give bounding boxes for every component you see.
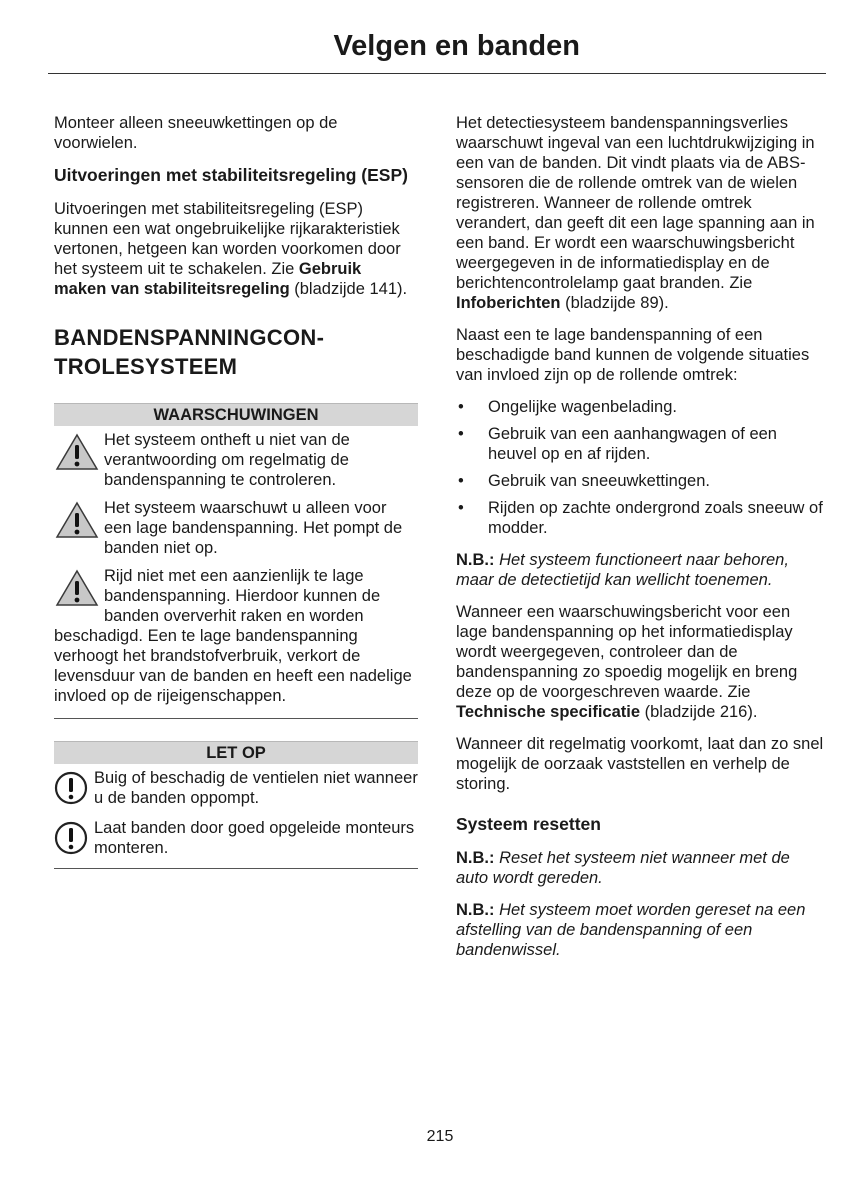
esp-text: Uitvoeringen met stabiliteitsregeling (ESP) kunnen een wat ongebruikelijke rijkarakteristiek vertonen, hetgeen kan worden voorkomen door het systeem uit te schakelen. Zie: [54, 200, 401, 278]
list-item: • Ongelijke wagenbelading.: [456, 397, 824, 417]
caution-header: LET OP: [54, 741, 418, 764]
esp-paragraph: [54, 199, 418, 299]
warning-text: Het systeem ontheft u niet van de verantwoording om regelmatig de bandenspanning te controleren.: [104, 431, 350, 489]
message-paragraph: [456, 602, 824, 722]
note-reset-driving: [456, 848, 824, 888]
list-item: • Gebruik van sneeuwkettingen.: [456, 471, 824, 491]
esp-reference: Gebruik maken van stabiliteitsregeling: [54, 260, 362, 298]
detection-page-ref: (bladzijde 89).: [560, 294, 669, 312]
list-item: • Gebruik van een aanhangwagen of een heuvel op en af rijden.: [456, 424, 824, 464]
warning-item: [54, 498, 418, 558]
caution-item: [54, 768, 418, 808]
regular-occurrence-paragraph: Wanneer dit regelmatig voorkomt, laat dan zo snel mogelijk de oorzaak vaststellen en verhelp de storing.: [456, 735, 824, 793]
section-heading: [54, 323, 418, 381]
page-number: 215: [426, 1128, 454, 1145]
note-label: N.B.:: [456, 901, 495, 919]
warning-text: Rijd niet met een aanzienlijk te lage bandenspanning. Hierdoor kunnen de banden oververhit raken en worden beschadigd. Een te lage bandenspanning verhoogt het brandstofverbruik, verkort de levensduur van de banden en heeft een nadelige invloed op de rijeigenschappen.: [54, 567, 412, 705]
message-text: Wanneer een waarschuwingsbericht voor een lage bandenspanning op het informatiedisplay wordt weergegeven, controleer dan de bandenspanning zo spoedig mogelijk en breng deze op de voorgeschreven waarde. Zie: [456, 603, 798, 701]
note-text: Het systeem functioneert naar behoren, maar de detectietijd kan wellicht toenemen.: [456, 551, 789, 589]
warning-triangle-icon: [54, 432, 100, 472]
left-column: [54, 113, 418, 869]
note-text: Het systeem moet worden gereset na een afstelling van de bandenspanning of een bandenwissel.: [456, 901, 806, 959]
detection-reference: Infoberichten: [456, 294, 561, 312]
title-divider: [48, 73, 826, 74]
note-reset-after: [456, 900, 824, 960]
reset-heading: Systeem resetten: [456, 814, 601, 834]
message-page-ref: (bladzijde 216).: [640, 703, 758, 721]
right-column: [456, 113, 824, 972]
esp-page-ref: (bladzijde 141).: [289, 280, 408, 298]
warning-item: [54, 430, 418, 490]
caution-exclamation-icon: [54, 820, 88, 856]
caution-item: [54, 818, 418, 858]
section-heading-line2: TROLESYSTEEM: [54, 354, 238, 379]
page-title: Velgen en banden: [333, 30, 580, 62]
detection-text: Het detectiesysteem bandenspanningsverlies waarschuwt ingeval van een luchtdrukwijziging in een van de banden. Dit vindt plaats via de ABS-sensoren die de rollende omtrek van de wielen registreren. Wanneer de rollende omtrek verandert, dan geeft dit een lage spanning aan in een band. Er wordt een waarschuwingsbericht weergegeven in de informatiedisplay en de berichtencontrolelamp gaat branden. Zie: [456, 114, 815, 292]
note-label: N.B.:: [456, 849, 495, 867]
note-text: Reset het systeem niet wanneer met de auto wordt gereden.: [456, 849, 790, 887]
detection-paragraph: [456, 113, 824, 313]
warning-triangle-icon: [54, 568, 100, 608]
warnings-header: WAARSCHUWINGEN: [54, 403, 418, 426]
warning-text: Het systeem waarschuwt u alleen voor een lage bandenspanning. Het pompt de banden niet op.: [104, 499, 403, 557]
situations-intro: Naast een te lage bandenspanning of een beschadigde band kunnen de volgende situaties van invloed zijn op de rollende omtrek:: [456, 326, 810, 384]
message-reference: Technische specificatie: [456, 703, 641, 721]
caution-exclamation-icon: [54, 770, 88, 806]
caution-text: Laat banden door goed opgeleide monteurs monteren.: [94, 819, 415, 857]
caution-end-divider: [54, 868, 418, 869]
esp-heading: Uitvoeringen met stabiliteitsregeling (ESP): [54, 165, 408, 185]
list-item: • Rijden op zachte ondergrond zoals sneeuw of modder.: [456, 498, 824, 538]
intro-text: Monteer alleen sneeuwkettingen op de voorwielen.: [54, 114, 338, 152]
warnings-end-divider: [54, 718, 418, 719]
note-detection: [456, 550, 824, 590]
caution-text: Buig of beschadig de ventielen niet wanneer u de banden oppompt.: [94, 769, 418, 807]
warning-triangle-icon: [54, 500, 100, 540]
warning-item: [54, 566, 418, 706]
note-label: N.B.:: [456, 551, 495, 569]
situations-list: [456, 397, 824, 538]
warning-icon-holder: [54, 566, 104, 622]
section-heading-line1: BANDENSPANNINGCON-: [54, 325, 325, 350]
